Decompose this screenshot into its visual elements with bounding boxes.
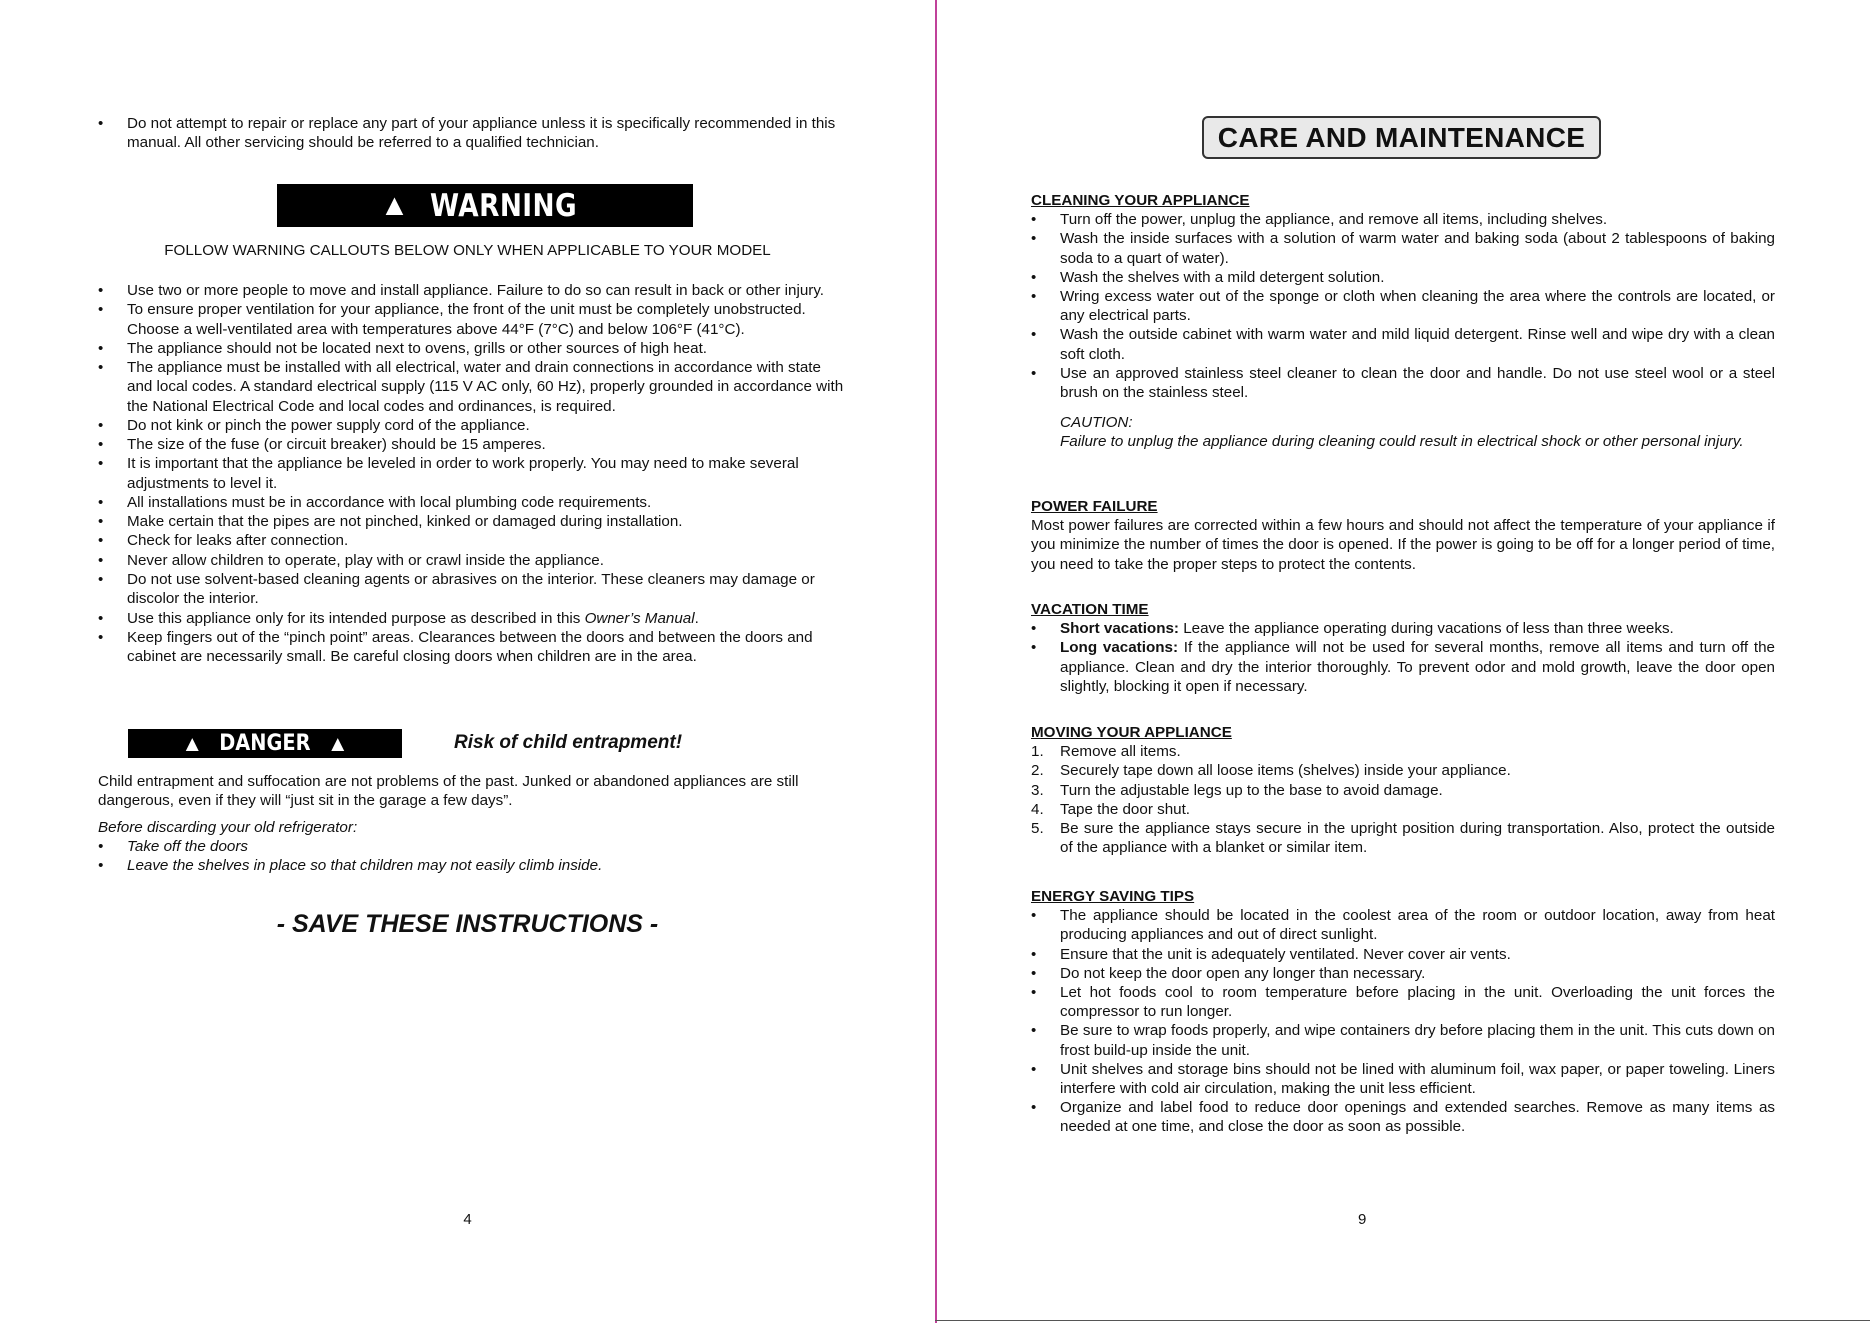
page-title: CARE AND MAINTENANCE xyxy=(1217,121,1586,153)
list-item: • It is important that the appliance be leveled in order to work properly. You may need to make several adjustments to level it. xyxy=(98,454,844,492)
list-item: • All installations must be in accordance with local plumbing code requirements. xyxy=(98,493,844,512)
list-item: • Use two or more people to move and install appliance. Failure to do so can result in back or other injury. xyxy=(98,281,844,300)
vacation-section xyxy=(1031,600,1775,696)
list-item: • Wash the shelves with a mild detergent solution. xyxy=(1031,268,1775,287)
list-item: • Do not kink or pinch the power supply cord of the appliance. xyxy=(98,416,844,435)
warning-triangle-icon: ▲ xyxy=(379,188,410,222)
warning-list xyxy=(98,281,844,666)
section-heading: MOVING YOUR APPLIANCE xyxy=(1031,724,1232,741)
list-item xyxy=(1031,619,1775,638)
step-text: Tape the door shut. xyxy=(1060,800,1191,818)
list-item: • Make certain that the pipes are not pinched, kinked or damaged during installation. xyxy=(98,512,844,531)
caution-text: Failure to unplug the appliance during cleaning could result in electrical shock or other personal injury. xyxy=(1060,433,1744,451)
danger-label: DANGER xyxy=(219,731,311,756)
cleaning-list xyxy=(1031,210,1775,402)
list-item-owners-manual xyxy=(98,609,844,628)
list-item: • Keep fingers out of the “pinch point” areas. Clearances between the doors and between the doors and cabinet are necessarily small. Be careful closing doors when children are in the area. xyxy=(98,628,844,666)
step-number: 2. xyxy=(1031,762,1044,780)
short-vacations-text: Leave the appliance operating during vacations of less than three weeks. xyxy=(1179,620,1674,638)
danger-triangle-icon: ▲ xyxy=(181,730,204,756)
step-text: Be sure the appliance stays secure in the upright position during transportation. Also, protect the outside of the appliance with a blanket or similar item. xyxy=(1060,820,1775,857)
step-number: 4. xyxy=(1031,800,1044,818)
list-item: • Check for leaks after connection. xyxy=(98,531,844,550)
list-item: • Be sure to wrap foods properly, and wipe containers dry before placing them in the unit. This cuts down on frost build-up inside the unit. xyxy=(1031,1021,1775,1059)
power-failure-text: Most power failures are corrected within a few hours and should not affect the temperature of your appliance if you minimize the number of times the door is opened. If the power is going to be off for a longer period of time, you need to take the proper steps to protect the contents. xyxy=(1031,517,1775,573)
list-item: • Take off the doors xyxy=(98,837,818,856)
long-vacations-text: If the appliance will not be used for several months, remove all items and turn off the appliance. Clean and dry the interior thoroughly. To prevent odor and mold growth, leave the door open slightly, blocking it open if necessary. xyxy=(1060,639,1775,695)
moving-section xyxy=(1031,723,1775,857)
warning-banner xyxy=(277,184,693,227)
list-item: • Ensure that the unit is adequately ventilated. Never cover air vents. xyxy=(1031,945,1775,964)
list-item: • Leave the shelves in place so that children may not easily climb inside. xyxy=(98,856,818,875)
danger-banner xyxy=(128,729,402,758)
page-number: 4 xyxy=(463,1211,472,1228)
child-entrapment-text: Child entrapment and suffocation are not problems of the past. Junked or abandoned appliances are still dangerous, even if they will “just sit in the garage a few days”. xyxy=(98,773,799,810)
list-item xyxy=(1031,638,1775,696)
manual-prefix: Use this appliance only for its intended purpose as described in this xyxy=(127,609,585,627)
page-title-box xyxy=(1202,116,1601,159)
follow-callouts-text: FOLLOW WARNING CALLOUTS BELOW ONLY WHEN APPLICABLE TO YOUR MODEL xyxy=(164,242,771,259)
list-item xyxy=(1031,800,1775,819)
discard-steps-list xyxy=(98,837,818,875)
list-item: • Never allow children to operate, play with or crawl inside the appliance. xyxy=(98,551,844,570)
step-number: 5. xyxy=(1031,820,1044,838)
step-text: Remove all items. xyxy=(1060,743,1181,761)
step-number: 1. xyxy=(1031,743,1044,761)
warning-label: WARNING xyxy=(430,187,578,224)
energy-tips-list xyxy=(1031,906,1775,1136)
list-item xyxy=(1031,781,1775,800)
manual-suffix: . xyxy=(694,609,699,627)
cleaning-section xyxy=(1031,191,1775,452)
list-item: • To ensure proper ventilation for your appliance, the front of the unit must be completely unobstructed. Choose a well-ventilated area with temperatures above 44°F (7°C) and below 106°F (41°C). xyxy=(98,300,844,338)
list-item: • Do not use solvent-based cleaning agents or abrasives on the interior. These cleaners may damage or discolor the interior. xyxy=(98,570,844,608)
list-item: • Wring excess water out of the sponge or cloth when cleaning the area where the controls are located, or any electrical parts. xyxy=(1031,287,1775,325)
save-instructions-heading: - SAVE THESE INSTRUCTIONS - xyxy=(276,910,659,938)
before-discarding-text: Before discarding your old refrigerator: xyxy=(98,819,358,836)
section-heading: ENERGY SAVING TIPS xyxy=(1031,888,1195,905)
risk-heading: Risk of child entrapment! xyxy=(454,732,683,753)
list-item: • Wash the outside cabinet with warm water and mild liquid detergent. Rinse well and wipe dry with a clean soft cloth. xyxy=(1031,325,1775,363)
step-text: Securely tape down all loose items (shelves) inside your appliance. xyxy=(1060,762,1511,780)
step-number: 3. xyxy=(1031,781,1044,799)
list-item xyxy=(1031,819,1775,857)
page-number: 9 xyxy=(1358,1211,1367,1228)
page-divider xyxy=(935,0,937,1323)
manual-title: Owner’s Manual xyxy=(584,609,695,627)
energy-saving-section xyxy=(1031,887,1775,1137)
list-item xyxy=(1031,761,1775,780)
list-item: • Wash the inside surfaces with a solution of warm water and baking soda (about 2 tablespoons of baking soda to a quart of water). xyxy=(1031,229,1775,267)
list-item: • Unit shelves and storage bins should not be lined with aluminum foil, wax paper, or paper toweling. Liners interfere with cold air circulation, making the unit less efficient. xyxy=(1031,1060,1775,1098)
list-item: • The size of the fuse (or circuit breaker) should be 15 amperes. xyxy=(98,435,844,454)
caution-label: CAUTION: xyxy=(1060,414,1133,432)
power-failure-section xyxy=(1031,497,1775,574)
list-item: • The appliance should be located in the coolest area of the room or outdoor location, away from heat producing appliances and out of direct sunlight. xyxy=(1031,906,1775,944)
vacation-list xyxy=(1031,619,1775,696)
section-heading: CLEANING YOUR APPLIANCE xyxy=(1031,192,1250,209)
list-item: • Let hot foods cool to room temperature before placing in the unit. Overloading the unit forces the compressor to run longer. xyxy=(1031,983,1775,1021)
long-vacations-label: Long vacations: xyxy=(1060,639,1179,657)
list-item: • Turn off the power, unplug the appliance, and remove all items, including shelves. xyxy=(1031,210,1775,229)
short-vacations-label: Short vacations: xyxy=(1060,620,1179,638)
list-item: • Organize and label food to reduce door openings and extended searches. Remove as many items as needed at one time, and close the door as soon as possible. xyxy=(1031,1098,1775,1136)
section-heading: VACATION TIME xyxy=(1031,601,1149,618)
danger-triangle-icon: ▲ xyxy=(326,730,349,756)
moving-steps-list xyxy=(1031,742,1775,857)
intro-list xyxy=(98,114,842,152)
list-item xyxy=(1031,742,1775,761)
step-text: Turn the adjustable legs up to the base to avoid damage. xyxy=(1060,781,1443,799)
section-heading: POWER FAILURE xyxy=(1031,498,1158,515)
list-item: • The appliance should not be located next to ovens, grills or other sources of high heat. xyxy=(98,339,844,358)
list-item: • Use an approved stainless steel cleaner to clean the door and handle. Do not use steel wool or a steel brush on the stainless steel. xyxy=(1031,364,1775,402)
list-item: • The appliance must be installed with all electrical, water and drain connections in accordance with state and local codes. A standard electrical supply (115 V AC only, 60 Hz), properly grounded in accordance with the National Electrical Code and local codes and ordinances, is required. xyxy=(98,358,844,416)
list-item: • Do not keep the door open any longer than necessary. xyxy=(1031,964,1775,983)
intro-bullet: • Do not attempt to repair or replace any part of your appliance unless it is specifically recommended in this manual. All other servicing should be referred to a qualified technician. xyxy=(98,114,842,152)
